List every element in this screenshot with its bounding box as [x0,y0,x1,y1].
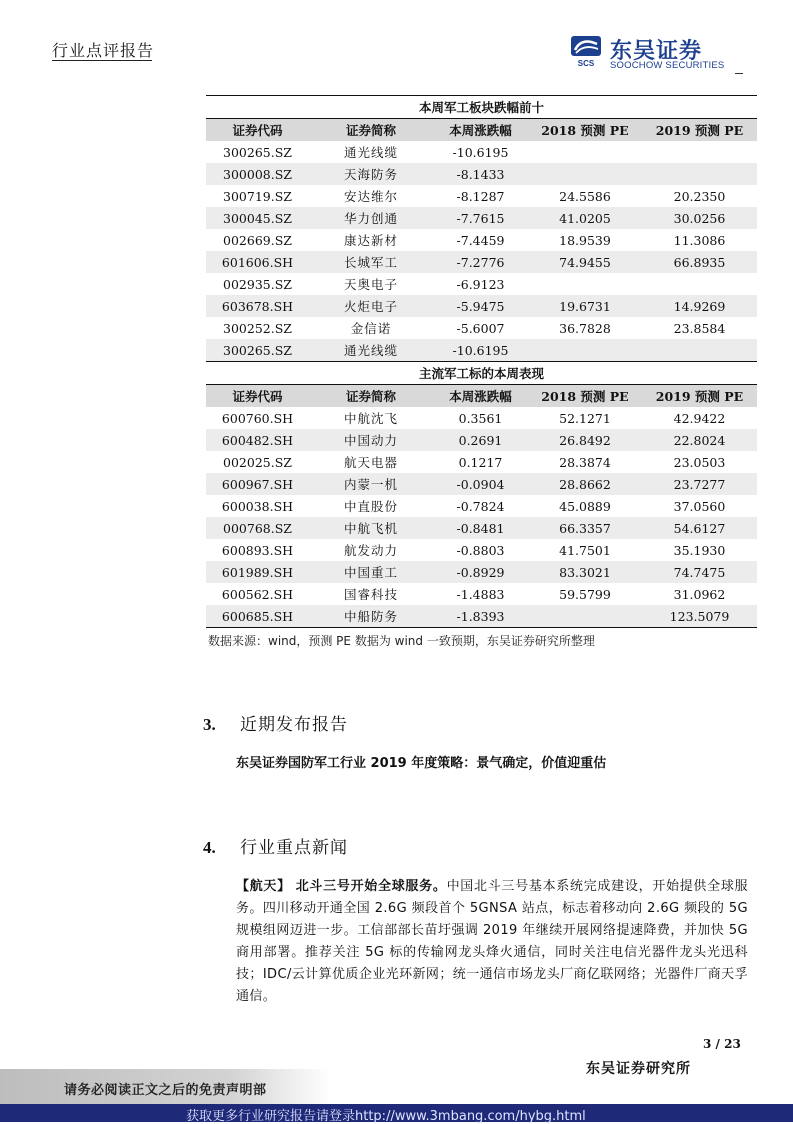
stock-name-cell: 天奥电子 [343,277,398,292]
weekly-change-cell: -0.8803 [456,542,505,558]
stock-name-cell: 火炬电子 [309,295,433,317]
pe-2018-cell: 45.0889 [559,498,611,514]
stock-code-cell: 002669.SZ [223,232,292,248]
column-header: 2018 预测 PE [528,119,642,142]
table-row [206,495,757,517]
stock-code-cell: 002935.SZ [223,276,292,292]
bottom-link[interactable]: 获取更多行业研究报告请登录http://www.3mbang.com/hybg.html [186,1109,586,1124]
pe-2018-cell [528,605,642,628]
news-paragraph [236,876,748,1008]
pe-2018-cell: 83.3021 [528,561,642,583]
stock-name-cell: 内蒙一机 [309,473,433,495]
news-headline: 北斗三号开始全球服务。 [295,879,447,894]
weekly-change-cell: -10.6195 [452,144,509,160]
pe-2019-cell: 14.9269 [642,295,757,317]
pe-2018-cell: 19.6731 [528,295,642,317]
column-header: 2019 预测 PE [642,119,757,142]
weekly-change-cell: 0.2691 [433,429,528,451]
stock-code-cell: 601606.SH [206,251,309,273]
stock-name-cell: 中国动力 [309,429,433,451]
logo-chinese-name: 东吴证券 [610,39,703,64]
pe-2019-cell: 35.1930 [673,542,726,558]
table-row [206,163,757,185]
disclaimer-banner [0,1069,330,1105]
column-header: 本周涨跌幅 [433,385,528,408]
column-header: 2018 预测 PE [528,385,642,408]
table-row [206,539,757,561]
pe-2018-cell: 28.8662 [528,473,642,495]
weekly-change-cell: 0.1217 [458,454,503,470]
table-section-title [206,362,757,385]
stock-name-cell: 中直股份 [343,499,398,514]
stock-code-cell: 600685.SH [206,605,309,628]
weekly-change-cell: -7.2776 [433,251,528,273]
pe-2019-cell [642,273,757,295]
pe-2019-cell: 23.0503 [673,454,726,470]
logo-english-name: SOOCHOW SECURITIES [610,60,725,71]
weekly-change-cell: -1.8393 [433,605,528,628]
stock-code-cell: 000768.SZ [206,517,309,539]
weekly-change-cell: -5.6007 [456,320,505,336]
stock-code-cell: 600893.SH [221,542,294,558]
section-4-heading [203,833,348,858]
weekly-change-cell: -8.1287 [456,188,505,204]
table-row [206,229,757,251]
pe-2018-cell [528,163,642,185]
table-row [206,295,757,317]
stock-code-cell: 601989.SH [206,561,309,583]
weekly-change-cell: -8.1433 [433,163,528,185]
pe-2019-cell [642,163,757,185]
stock-name-cell: 航发动力 [343,543,398,558]
pe-2018-cell: 28.3874 [559,454,611,470]
stock-name-cell: 国睿科技 [343,587,398,602]
weekly-change-cell: -6.9123 [456,276,505,292]
weekly-change-cell: 0.3561 [458,410,503,426]
stock-code-cell: 300265.SZ [223,144,292,160]
section-number: 4. [203,838,216,857]
section-number: 3. [203,715,216,734]
column-header: 证券简称 [309,119,433,142]
pe-2019-cell: 23.8584 [673,320,726,336]
pe-2018-cell [528,339,642,362]
stock-name-cell: 天海防务 [309,163,433,185]
pe-2018-cell: 26.8492 [528,429,642,451]
stock-code-cell: 300265.SZ [206,339,309,362]
pe-2019-cell: 11.3086 [673,232,726,248]
report-type-title: 行业点评报告 [52,41,155,60]
weekly-change-cell: -0.0904 [433,473,528,495]
pe-2018-cell: 52.1271 [559,410,611,426]
footer-organization: 东吴证券研究所 [586,1061,691,1077]
table-header-row [206,385,757,408]
weekly-change-cell: -7.4459 [456,232,505,248]
table-row [206,583,757,605]
weekly-change-cell: -1.4883 [456,586,505,602]
pe-2018-cell: 66.3357 [528,517,642,539]
stock-name-cell: 中国重工 [309,561,433,583]
bottom-banner [0,1104,793,1122]
disclaimer-text: 请务必阅读正文之后的免责声明部 [64,1083,267,1098]
pe-2018-cell: 36.7828 [559,320,611,336]
pe-2019-cell: 74.7475 [642,561,757,583]
table-row [206,251,757,273]
stock-name-cell: 通光线缆 [343,145,398,160]
stock-name-cell: 长城军工 [309,251,433,273]
weekly-change-cell: -0.8481 [433,517,528,539]
data-source-note: 数据来源：wind，预测 PE 数据为 wind 一致预期，东吴证券研究所整理 [208,634,595,648]
pe-2019-cell: 20.2350 [673,188,726,204]
weekly-change-cell: -7.7615 [433,207,528,229]
pe-2019-cell: 22.8024 [642,429,757,451]
stock-name-cell: 华力创通 [309,207,433,229]
stock-code-cell: 300008.SZ [206,163,309,185]
table-row [206,517,757,539]
pe-2018-cell: 24.5586 [559,188,611,204]
pe-2018-cell: 74.9455 [528,251,642,273]
stock-name-cell: 金信诺 [350,321,392,336]
table-row [206,339,757,362]
stock-code-cell: 002025.SZ [223,454,292,470]
table-row [206,317,757,339]
pe-2018-cell: 18.9539 [559,232,611,248]
header-dash [735,73,743,74]
table-row [206,605,757,628]
table-row [206,561,757,583]
section-title-cell: 主流军工标的本周表现 [206,362,757,385]
pe-2019-cell: 37.0560 [673,498,726,514]
table-row [206,141,757,163]
stock-name-cell: 安达维尔 [343,189,398,204]
stock-name-cell: 航天电器 [343,455,398,470]
pe-2018-cell: 41.0205 [528,207,642,229]
stock-code-cell: 300252.SZ [223,320,292,336]
weekly-change-cell: -10.6195 [433,339,528,362]
weekly-change-cell: -0.8929 [433,561,528,583]
table-header-row [206,119,757,142]
table-body [206,96,757,628]
pe-2019-cell: 66.8935 [642,251,757,273]
pe-2019-cell [642,141,757,163]
company-logo [570,34,745,74]
section-title: 行业重点新闻 [240,838,348,858]
stock-code-cell: 600760.SH [221,410,294,426]
column-header: 证券简称 [309,385,433,408]
table-row [206,473,757,495]
pe-2019-cell: 30.0256 [642,207,757,229]
weekly-change-cell: -5.9475 [433,295,528,317]
stock-code-cell: 300045.SZ [206,207,309,229]
header-underline [52,60,152,61]
pe-2018-cell [528,141,642,163]
section-3-heading [203,710,348,735]
stock-name-cell: 中船防务 [309,605,433,628]
column-header: 本周涨跌幅 [433,119,528,142]
stock-code-cell: 600967.SH [206,473,309,495]
table-section-title [206,96,757,119]
table-row [206,407,757,429]
stock-code-cell: 600482.SH [206,429,309,451]
news-body: 中国北斗三号基本系统完成建设，开始提供全球服务。四川移动开通全国 2.6G 频段首个 5GNSA 站点，标志着移动向 2.6G 频段的 5G 规模组网迈进一步。工信部部长苗圩强调 2019 年继续开展网络提速降费，并加快 5G 商用部署。推荐关注 5G 标的传输网龙头烽火通信，同时关注电信光器件龙头光迅科技；IDC/云计算优质企业光环新网；统一通信市场龙头厂商亿联网络；光器件厂商天孚通信。 [236,879,748,1004]
pe-2019-cell: 31.0962 [673,586,726,602]
stock-code-cell: 603678.SH [206,295,309,317]
pe-2019-cell: 23.7277 [642,473,757,495]
logo-abbr: SCS [577,59,595,68]
stock-name-cell: 通光线缆 [309,339,433,362]
stock-name-cell: 康达新材 [343,233,398,248]
column-header: 证券代码 [206,385,309,408]
military-stocks-table [206,95,757,628]
pe-2019-cell: 123.5079 [642,605,757,628]
table-row [206,273,757,295]
pe-2018-cell [528,273,642,295]
pe-2018-cell: 59.5799 [559,586,611,602]
recent-report-title: 东吴证券国防军工行业 2019 年度策略：景气确定，价值迎重估 [236,756,607,771]
section-title: 近期发布报告 [240,715,348,735]
column-header: 2019 预测 PE [642,385,757,408]
column-header: 证券代码 [206,119,309,142]
stock-name-cell: 中航沈飞 [343,411,398,426]
page-number: 3 / 23 [703,1037,741,1051]
stock-code-cell: 300719.SZ [223,188,292,204]
pe-2019-cell [642,339,757,362]
stock-code-cell: 600038.SH [221,498,294,514]
pe-2018-cell: 41.7501 [559,542,611,558]
table-row [206,451,757,473]
stock-name-cell: 中航飞机 [309,517,433,539]
scs-logo-icon [570,34,604,68]
pe-2019-cell: 42.9422 [673,410,726,426]
pe-2019-cell: 54.6127 [642,517,757,539]
section-title-cell: 本周军工板块跌幅前十 [206,96,757,119]
table-row [206,207,757,229]
table-row [206,185,757,207]
table-row [206,429,757,451]
news-tag: 【航天】 [236,879,291,894]
stock-code-cell: 600562.SH [221,586,294,602]
weekly-change-cell: -0.7824 [456,498,505,514]
